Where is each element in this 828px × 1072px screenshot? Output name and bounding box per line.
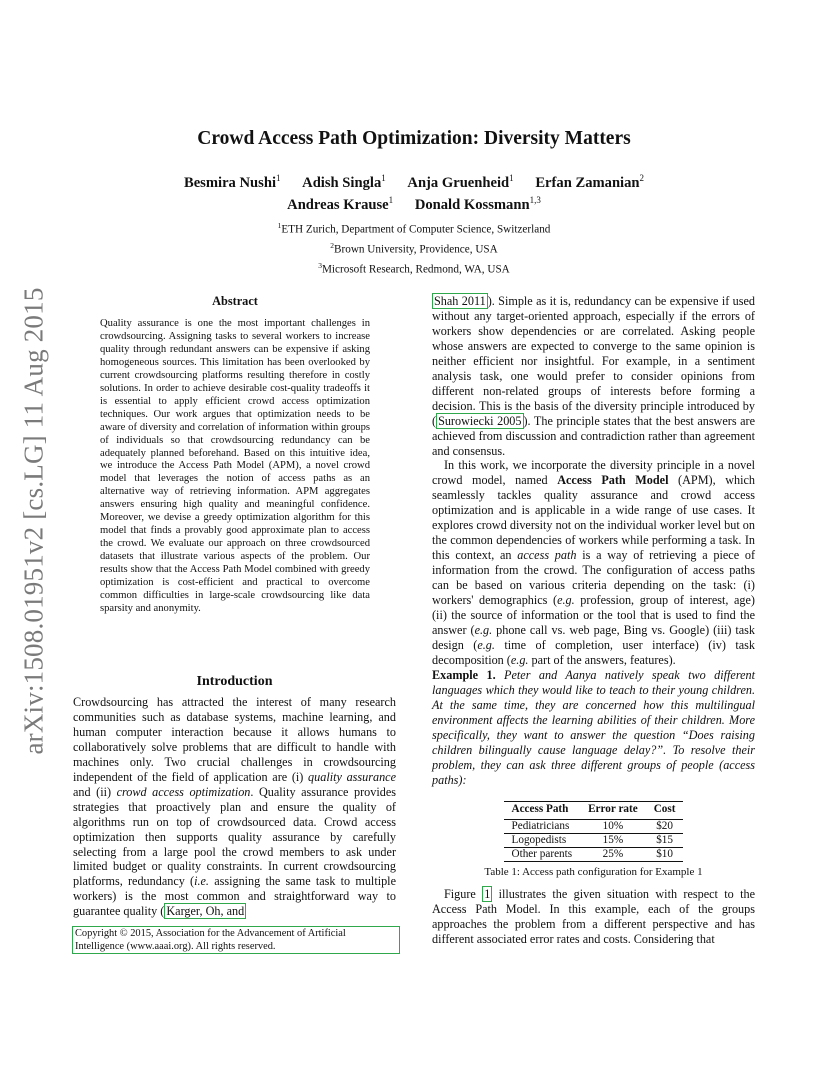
table-cell: $10 (656, 848, 673, 861)
table-cell: 25% (602, 848, 624, 861)
table-header: Cost (653, 803, 676, 816)
table-header-row (504, 802, 684, 820)
affiliation: $^1$ETH Zurich, Department of Computer Science, Switzerland (277, 221, 551, 236)
figure-reference-link[interactable]: 1 (484, 887, 491, 902)
table-cell: 10% (602, 820, 624, 833)
table-cell: Pediatricians (511, 820, 570, 833)
table-row (504, 834, 684, 848)
paper-title: Crowd Access Path Optimization: Diversity Matters (197, 128, 631, 149)
access-path-table-block (432, 801, 755, 879)
table-cell: Other parents (511, 848, 573, 861)
citation-link[interactable]: Karger, Oh, and (166, 904, 245, 919)
body-paragraph: In this work, we incorporate the diversity principle in a novel crowd model, named Access Path Model (APM), which seamlessly tackles quality assurance and crowd access optimization and is applicable in a wide range of use cases. It explores crowd diversity not on the individual worker level but on the common dependencies of workers while performing a task. In this context, an access path is a way of retrieving a piece of information from the crowd. The configuration of access paths can be based on various criteria depending on the task: (i) workers' demographics (e.g. profession, group of interest, age) (ii) the source of information or the tool that is used to find the answer (e.g. phone call vs. web page, Bing vs. Google) (iii) task design (e.g. time of completion, user interface) (iv) task decomposition (e.g. part of the answers, features). (432, 458, 756, 667)
author: Andreas Krause$^1$ (287, 194, 394, 213)
introduction-heading: Introduction (196, 674, 273, 689)
table-cell: 15% (602, 834, 624, 847)
introduction-paragraph: Crowdsourcing has attracted the interest of many research communities such as database systems, machine learning, and human computer interaction because it allows humans to collaboratively solve problems that are difficult to handle with machines only. Two crucial challenges in crowdsourcing independent of the field of application are (i) quality assurance and (ii) crowd access optimization. Quality assurance provides strategies that proactively plan and ensure the quality of algorithms run on top of crowdsourced data. Crowd access optimization then supports quality assurance by carefully selecting from a large pool the crowd members to ask under limited budget or quality constraints. In current crowdsourcing platforms, redundancy (i.e. assigning the same task to multiple workers) is the most common and straightforward way to guarantee quality ( Karger, Oh, and (73, 695, 396, 919)
table-header: Error rate (588, 803, 638, 816)
body-paragraph: Figure 1 illustrates the given situation with respect to the Access Path Model. In this example, each of the groups approaches the problem from a different perspective and has different associated error rates and costs. Considering that (432, 887, 755, 947)
author-list (0, 170, 828, 214)
author: Donald Kossmann$^{1,3}$ (414, 194, 541, 213)
table-cell: $20 (656, 820, 673, 833)
body-paragraph: Shah 2011 ). Simple as it is, redundancy can be expensive if used without any target-oriented approach, especially if the errors of workers show dependencies or are correlated. Asking people whose answers are expected to converge to the same opinion is neither efficient nor insightful. For example, in a sentiment analysis task, one would prefer to consider opinions from different non-related groups of interests before forming a decision. This is the basis of the diversity principle introduced by ( Surowiecki 2005 ). The principle states that the best answers are achieved from discussion and contradiction rather than agreement and consensus. (432, 294, 755, 458)
right-column (432, 294, 755, 947)
author-line-2 (0, 192, 828, 214)
table-row (504, 820, 684, 834)
citation-link[interactable]: Surowiecki 2005 (438, 413, 522, 428)
table-row (504, 848, 684, 862)
table-caption: Table 1: Access path configuration for Example 1 (484, 866, 703, 879)
arxiv-sidebar-stamp (16, 282, 52, 760)
access-path-table (504, 801, 684, 862)
author: Erfan Zamanian$^2$ (535, 173, 645, 191)
author: Anja Gruenheid$^1$ (407, 173, 514, 191)
table-header: Access Path (511, 803, 569, 816)
author: Adish Singla$^1$ (302, 173, 386, 191)
abstract-text: Quality assurance is one the most important challenges in crowdsourcing. Assigning tasks to several workers to increase quality through redundant answers can be expensive if asking homogeneous sources. This limitation has been overlooked by current crowdsourcing platforms resulting therefore in costly solutions. In order to achieve desirable cost-quality tradeoffs it is essential to apply efficient crowd access optimization techniques. Our work argues that optimization needs to be aware of diversity and correlation of information within groups of individuals so that crowdsourcing redundancy can be adequately planned beforehand. Based on this intuitive idea, we introduce the Access Path Model (APM), a novel crowd model that leverages the notion of access paths as an alternative way of retrieving information. APM aggregates answers ensuring high quality and meaningful confidence. Moreover, we devise a greedy optimization algorithm for this model that finds a provably good approximate plan to access the crowd. We evaluate our approach on three crowdsourced datasets that illustrate various aspects of the problem. Our results show that the Access Path Model combined with greedy optimization is cost-efficient and practical to overcome common difficulties in large-scale crowdsourcing like data sparsity and anonymity. (100, 318, 370, 614)
affiliation-list (0, 218, 828, 278)
example-paragraph: Example 1. Peter and Aanya natively speak two different languages which they would like to teach to their young children. At the same time, they are concerned how this multilingual environment affects the learning abilities of their children. More specifically, they want to answer the question “Does raising children bilingually cause language delay?”. To resolve their problem, they can ask three different groups of people (access paths): (432, 667, 755, 787)
affiliation: $^3$Microsoft Research, Redmond, WA, USA (318, 261, 510, 277)
table-cell: Logopedists (511, 834, 567, 847)
author-line-1 (0, 170, 828, 192)
abstract-heading: Abstract (212, 294, 258, 308)
author: Besmira Nushi$^1$ (183, 173, 281, 191)
copyright-notice-link[interactable]: Copyright © 2015, Association for the Advancement of Artificial Intelligence (www.aaai.org). All rights reserved. (72, 926, 400, 954)
arxiv-identifier: arXiv:1508.01951v2 [cs.LG] 11 Aug 2015 (18, 287, 49, 755)
citation-link[interactable]: Shah 2011 (434, 294, 486, 308)
table-cell: $15 (656, 834, 673, 847)
example-label: Example 1. (432, 667, 496, 682)
affiliation: $^2$Brown University, Providence, USA (330, 241, 498, 256)
